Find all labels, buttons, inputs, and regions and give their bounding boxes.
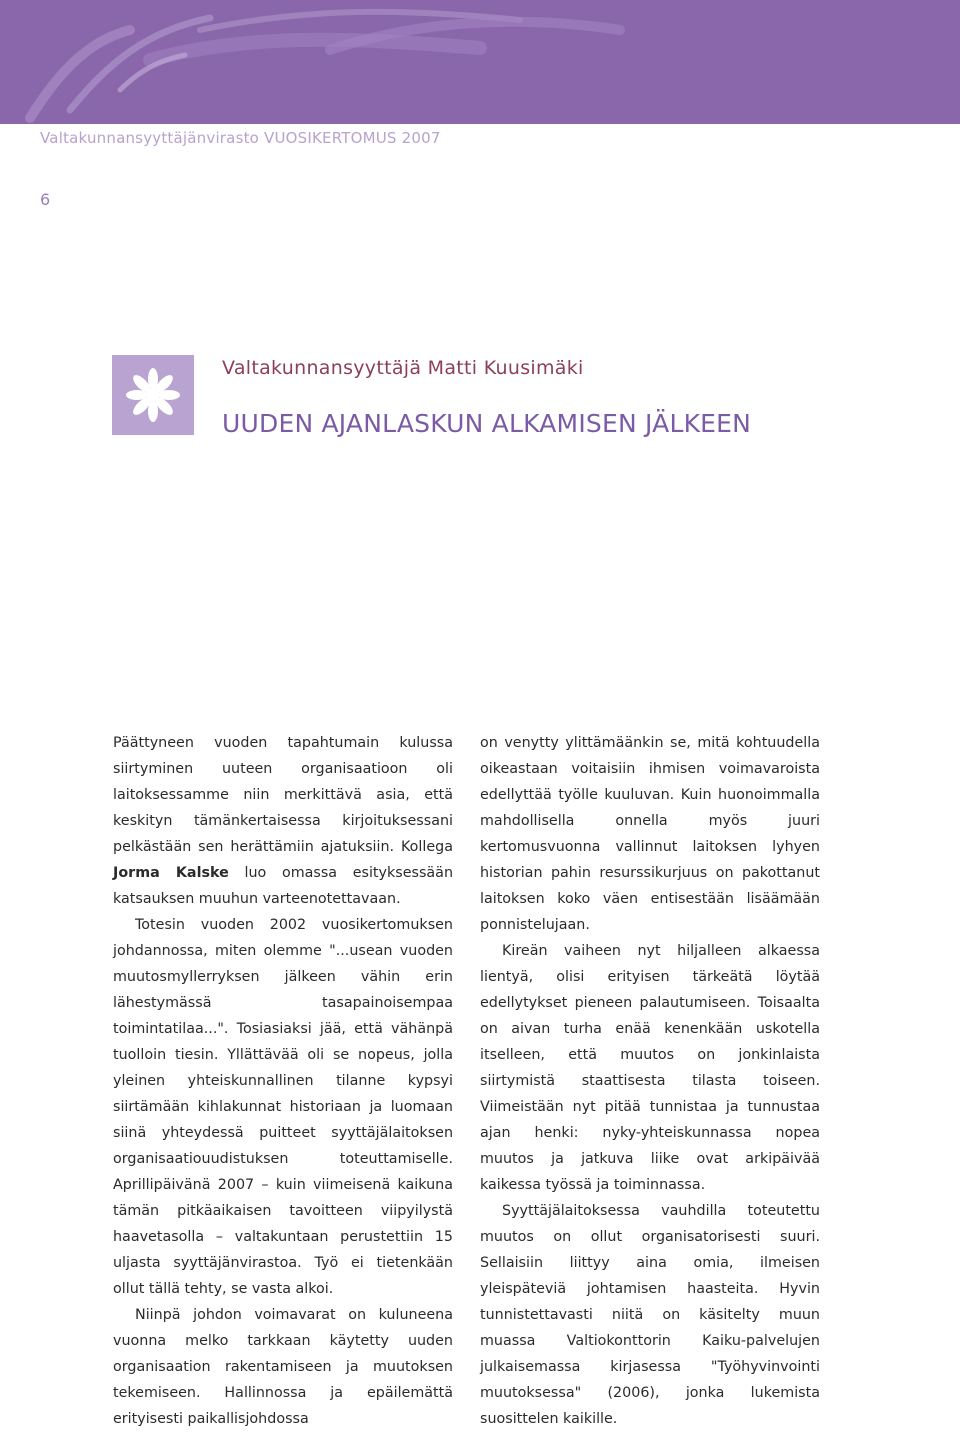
asterisk-flower-icon (112, 355, 194, 435)
paragraph: Niinpä johdon voimavarat on kuluneena vuonna melko tarkkaan käytetty uuden organisaation rakentamiseen ja muutoksen tekemiseen. Hallinnossa ja epäilemättä erityisesti paikallisjohdossa (113, 1307, 453, 1427)
page-number: 6 (40, 190, 51, 209)
paragraph: Kireän vaiheen nyt hiljalleen alkaessa lientyä, olisi erityisen tärkeätä löytää edellytykset pieneen palautumiseen. Toisaalta on aivan turha enää kenenkään uskotella itselleen, että muutos on jonkinlaista siirtymistä staattisesta tilasta toiseen. Viimeistään nyt pitää tunnistaa ja tunnustaa ajan henki: nyky-yhteiskunnassa nopea muutos ja jatkuva liike ovat arkipäivää kaikessa työssä ja toiminnassa. (480, 943, 820, 1193)
decorative-swirl-graphic (0, 0, 960, 124)
paragraph: Syyttäjälaitoksessa vauhdilla toteutettu muutos on ollut organisatorisesti suuri. Sellaisiin liittyy aina omia, ilmeisen yleispäteviä johtamisen haasteita. Hyvin tunnistettavasti niitä on käsitelty muun muassa Valtiokonttorin Kaiku-palvelujen julkaisemassa kirjasessa "Työhyvinvointi muutoksessa" (2006), jonka lukemista suosittelen kaikille. (480, 1203, 820, 1427)
paragraph: on venytty ylittämäänkin se, mitä kohtuudella oikeastaan voitaisiin ihmisen voimavaroista edellyttää työlle kuuluvan. Kuin huonoimmalla mahdollisella onnella myös juuri kertomusvuonna vallinnut laitoksen lyhyen historian pahin resurssikurjuus on pakottanut laitoksen koko väen entisestään lisäämään ponnistelujaan. (480, 735, 820, 933)
body-column-left (113, 730, 453, 1432)
person-name: Jorma Kalske (113, 865, 229, 881)
article-title: UUDEN AJANLASKUN ALKAMISEN JÄLKEEN (222, 409, 752, 438)
author-line: Valtakunnansyyttäjä Matti Kuusimäki (222, 357, 584, 379)
paragraph: Totesin vuoden 2002 vuosikertomuksen johdannossa, miten olemme "...usean vuoden muutosmyllerryksen jälkeen vähin erin lähestymässä tasapainoisempaa toimintatilaa...". Tosiasiaksi jää, että vähänpä tuolloin tiesin. Yllättävää oli se nopeus, jolla yleinen yhteiskunnallinen tilanne kypsyi siirtämään kihlakunnat historiaan ja luomaan siinä yhteydessä puitteet syyttäjälaitoksen organisaatiouudistuksen toteuttamiselle. Aprillipäivänä 2007 – kuin viimeisenä kaikuna tämän pitkäaikaisen tavoitteen viipyilystä haavetasolla – valtakuntaan perustettiin 15 uljasta syyttäjänvirastoa. Työ ei tietenkään ollut tällä tehty, se vasta alkoi. (113, 917, 453, 1297)
running-head: Valtakunnansyyttäjänvirasto VUOSIKERTOMUS 2007 (40, 129, 441, 147)
body-column-right (480, 730, 820, 1432)
emblem-box (112, 355, 194, 435)
paragraph-text: luo omassa esityksessään katsauksen muuhun varteenotettavaan. (113, 865, 454, 907)
header-band (0, 0, 960, 124)
paragraph-text: Päättyneen vuoden tapahtumain kulussa siirtyminen uuteen organisaatioon oli laitoksessamme niin merkittävä asia, että keskityn tämänkertaisessa kirjoituksessani pelkästään sen herättämiin ajatuksiin. Kollega (113, 735, 453, 855)
paragraph (113, 730, 453, 912)
